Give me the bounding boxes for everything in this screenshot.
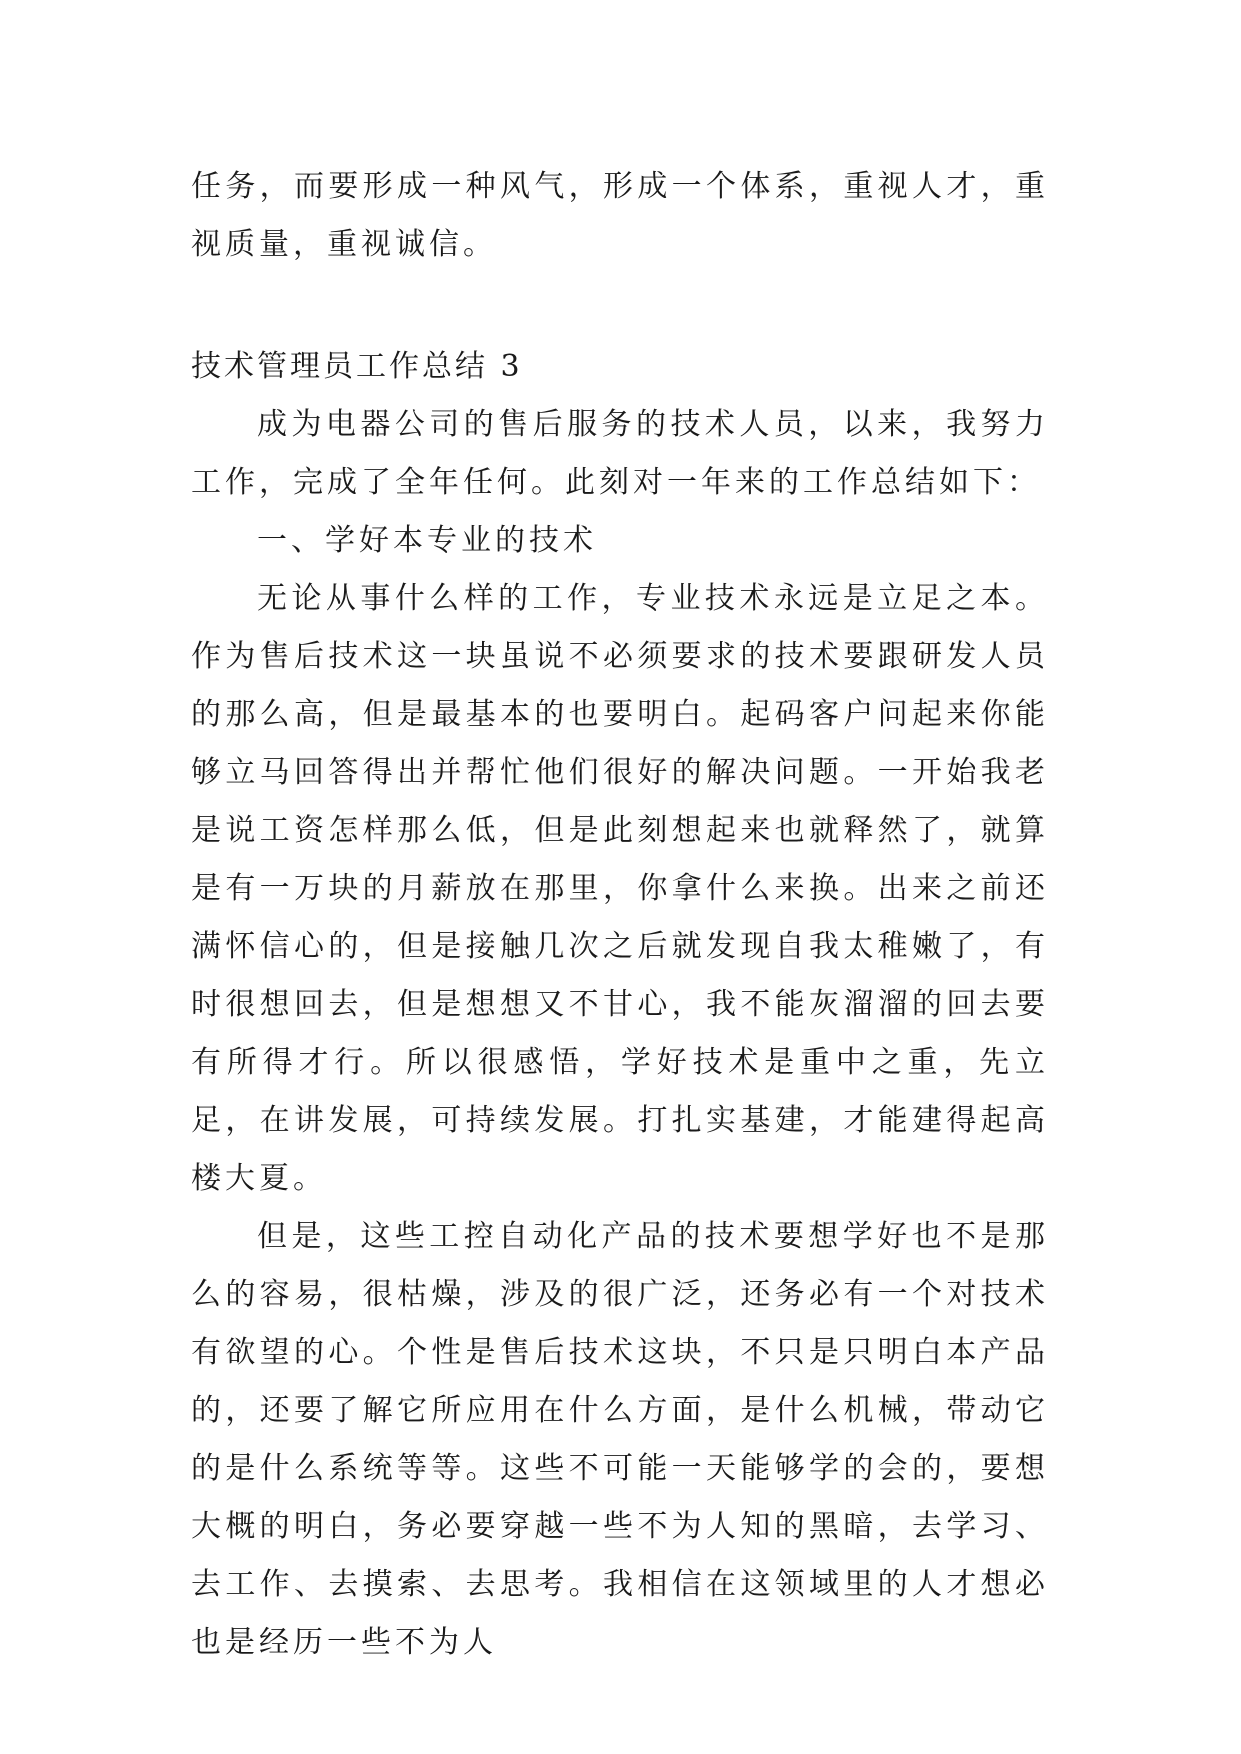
subheading-paragraph: 一、学好本专业的技术 [257,523,597,558]
document-body [191,158,1049,1672]
continuation-paragraph: 任务，而要形成一种风气，形成一个体系，重视人才，重视质量，重视诚信。 [191,169,1049,262]
body-paragraph: 无论从事什么样的工作，专业技术永远是立足之本。作为售后技术这一块虽说不必须要求的技术要跟研发人员的那么高，但是最基本的也要明白。起码客户问起来你能够立马回答得出并帮忙他们很好的解决问题。一开始我老是说工资怎样那么低，但是此刻想起来也就释然了，就算是有一万块的月薪放在那里，你拿什么来换。出来之前还满怀信心的，但是接触几次之后就发现自我太稚嫩了，有时很想回去，但是想想又不甘心，我不能灰溜溜的回去要有所得才行。所以很感悟，学好技术是重中之重，先立足，在讲发展，可持续发展。打扎实基建，才能建得起高楼大夏。 [191,581,1049,1196]
body-paragraph: 但是，这些工控自动化产品的技术要想学好也不是那么的容易，很枯燥，涉及的很广泛，还务必有一个对技术有欲望的心。个性是售后技术这块，不只是只明白本产品的，还要了解它所应用在什么方面，是什么机械，带动它的是什么系统等等。这些不可能一天能够学的会的，要想大概的明白，务必要穿越一些不为人知的黑暗，去学习、去工作、去摸索、去思考。我相信在这领域里的人才想必也是经历一些不为人 [191,1219,1049,1660]
intro-paragraph: 成为电器公司的售后服务的技术人员，以来，我努力工作，完成了全年任何。此刻对一年来的工作总结如下： [191,407,1049,500]
section-title: 技术管理员工作总结 3 [191,349,523,384]
